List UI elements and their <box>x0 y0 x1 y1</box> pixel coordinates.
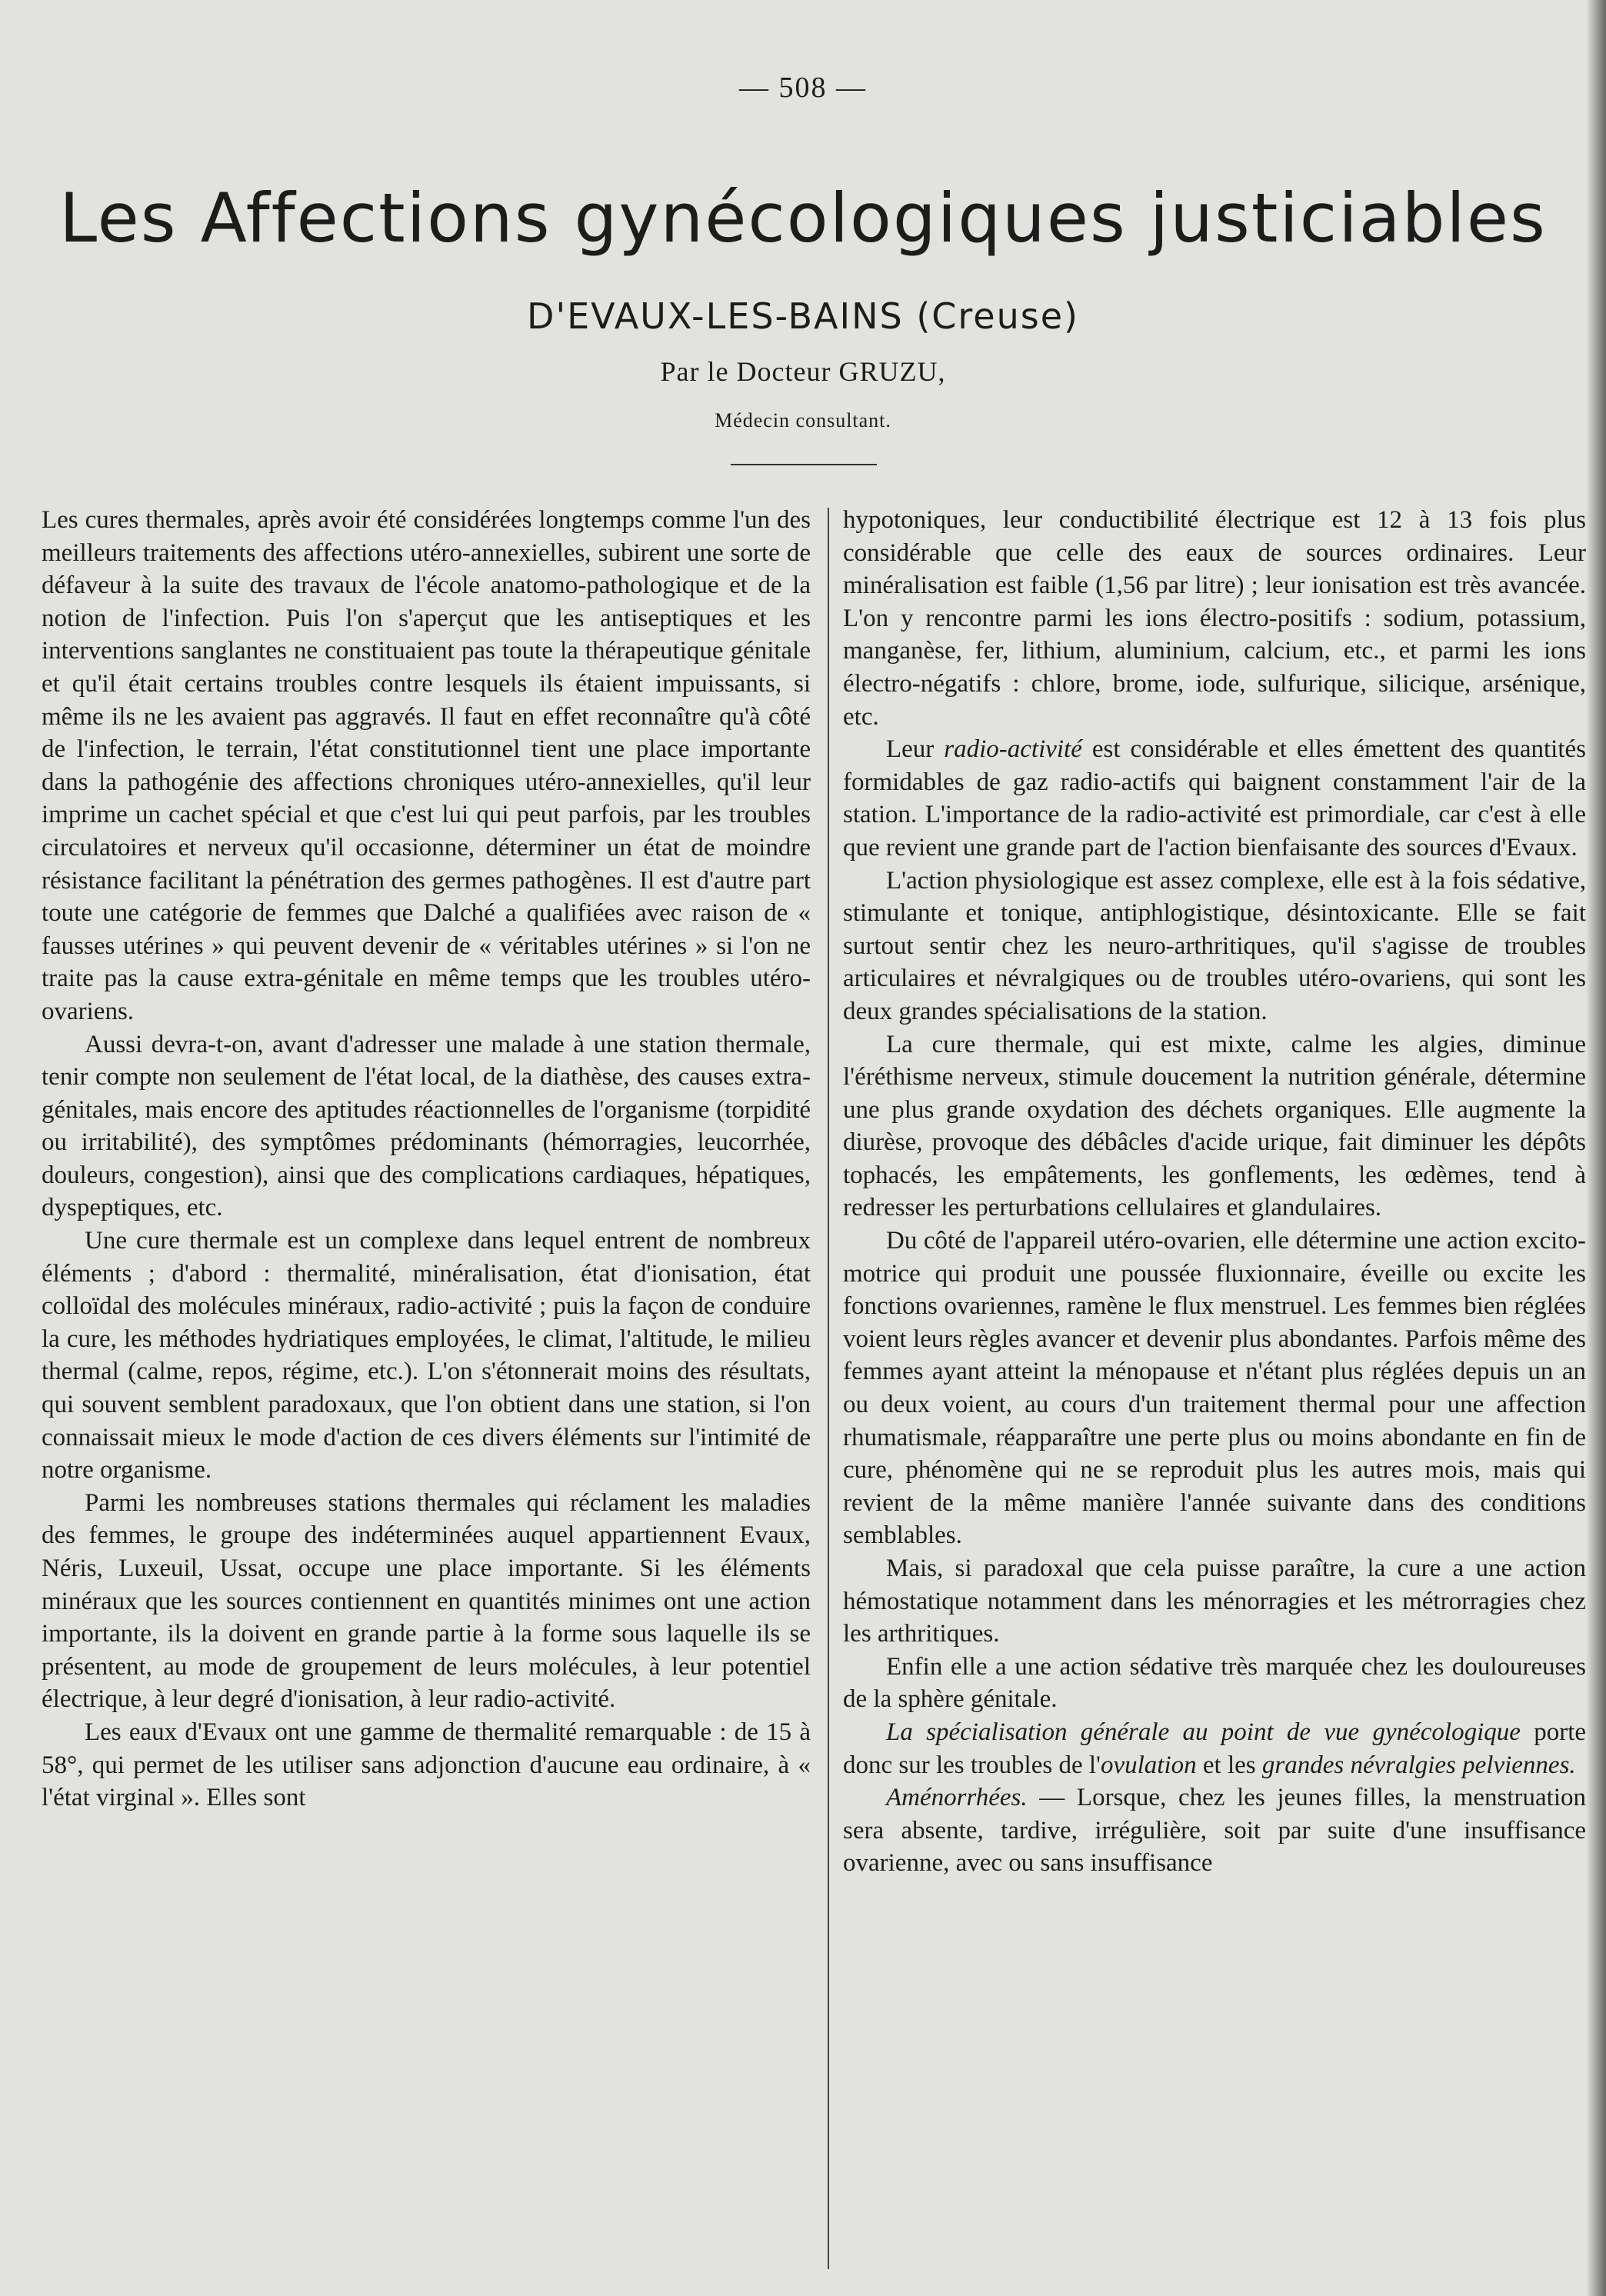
column-divider <box>828 508 829 2269</box>
paragraph <box>843 1716 1586 1781</box>
right-column <box>843 504 1586 1880</box>
text-run: Leur <box>886 735 945 764</box>
article-author: Par le Docteur GRUZU, <box>660 356 946 387</box>
paragraph: Les cures thermales, après avoir été considérées longtemps comme l'un des meilleurs traitements des affections utéro-annexielles, subirent une sorte de défaveur à la suite des travaux de l'école anatomo-pathologique et de la notion de l'infection. Puis l'on s'aperçut que les antiseptiques et les interventions sanglantes ne constituaient pas toute la thérapeutique génitale et qu'il était certains troubles contre lesquels ils étaient impuissants, si même ils ne les avaient pas aggravés. Il faut en effet reconnaître qu'à côté de l'infection, le terrain, l'état constitutionnel tient une place importante dans la pathogénie des affections chroniques utéro-annexielles, qu'il leur imprime un cachet spécial et que c'est lui qui peut parfois, par les troubles circulatoires et nerveux qu'il occasionne, déterminer un état de moindre résistance facilitant la pénétration des germes pathogènes. Il est d'autre part toute une catégorie de femmes que Dalché a qualifiées avec raison de « fausses utérines » qui peuvent devenir de « véritables utérines » si l'on ne traite pas la cause extra-génitale en même temps que les troubles utéro-ovariens. <box>42 506 811 1025</box>
article-title: Les Affections gynécologiques justiciables <box>59 178 1547 258</box>
left-column <box>42 504 811 1814</box>
paragraph: Aussi devra-t-on, avant d'adresser une malade à une station thermale, tenir compte non seulement de l'état local, de la diathèse, des causes extra-génitales, mais encore des aptitudes réactionnelles de l'organisme (torpidité ou irritabilité), des symptômes prédominants (hémorragies, leucorrhée, douleurs, congestion), ainsi que des complications cardiaques, hépatiques, dyspeptiques, etc. <box>42 1030 811 1222</box>
text-run: est considérable et elles émettent des quantités formidables de gaz radio-actifs qui baignent constamment l'air de la station. L'importance de la radio-activité est primordiale, car c'est à elle que revient une grande part de l'action bienfaisante des sources d'Evaux. <box>843 735 1586 861</box>
paragraph <box>843 1781 1586 1880</box>
paragraph <box>843 733 1586 864</box>
paragraph: Enfin elle a une action sédative très marquée chez les douloureuses de la sphère génitale. <box>843 1652 1586 1714</box>
italic-term: grandes névralgies pelviennes. <box>1261 1751 1576 1779</box>
section-heading: Aménorrhées. <box>886 1784 1028 1812</box>
paragraph: Une cure thermale est un complexe dans lequel entrent de nombreux éléments ; d'abord : thermalité, minéralisation, état d'ionisation, état colloïdal des molécules minéraux, radio-activité ; puis la façon de conduire la cure, les méthodes hydriatiques employées, le climat, l'altitude, le milieu thermal (calme, repos, régime, etc.). L'on s'étonnerait moins des résultats, qui souvent semblent paradoxaux, que l'on obtient dans une station, si l'on connaissait mieux le mode d'action de ces divers éléments sur l'intimité de notre organisme. <box>42 1227 811 1485</box>
paragraph: La cure thermale, qui est mixte, calme les algies, diminue l'éréthisme nerveux, stimule doucement la nutrition générale, détermine une plus grande oxydation des déchets organiques. Elle augmente la diurèse, provoque des débâcles d'acide urique, fait diminuer les dépôts tophacés, les empâtements, les gonflements, les œdèmes, tend à redresser les perturbations cellulaires et glandulaires. <box>843 1030 1586 1222</box>
page-number: — 508 — <box>739 72 867 104</box>
text-run: — Lorsque, chez les jeunes filles, la menstruation sera absente, tardive, irrégulière, soit par suite d'une insuffisance ovarienne, avec ou sans insuffisance <box>843 1784 1586 1878</box>
text-run: et les <box>1196 1751 1262 1779</box>
author-role: Médecin consultant. <box>715 409 891 432</box>
text-run: porte donc sur les troubles de l' <box>843 1718 1587 1779</box>
article-subtitle: D'EVAUX-LES-BAINS (Creuse) <box>527 295 1079 337</box>
title-divider <box>731 464 877 465</box>
paragraph: L'action physiologique est assez complexe, elle est à la fois sédative, stimulante et tonique, antiphlogistique, désintoxicante. Elle se fait surtout sentir chez les neuro-arthritiques, qu'il s'agisse de troubles articulaires et névralgiques ou de troubles utéro-ovariens, qui sont les deux grandes spécialisations de la station. <box>843 866 1586 1025</box>
italic-term: radio-activité <box>944 735 1082 764</box>
paragraph: Les eaux d'Evaux ont une gamme de thermalité remarquable : de 15 à 58°, qui permet de les utiliser sans adjonction d'aucune eau ordinaire, à « l'état virginal ». Elles sont <box>42 1718 811 1812</box>
italic-term: La spécialisation générale au point de vue gynécologique <box>886 1718 1521 1746</box>
italic-term: ovulation <box>1100 1751 1197 1779</box>
paragraph: Mais, si paradoxal que cela puisse paraître, la cure a une action hémostatique notamment dans les ménorragies et les métrorragies chez les arthritiques. <box>843 1555 1586 1648</box>
paragraph: Du côté de l'appareil utéro-ovarien, elle détermine une action excito-motrice qui produit une poussée fluxionnaire, éveille ou excite les fonctions ovariennes, ramène le flux menstruel. Les femmes bien réglées voient leurs règles avancer et devenir plus abondantes. Parfois même des femmes ayant atteint la ménopause et n'étant plus réglées depuis un an ou deux voient, au cours d'un traitement thermal pour une affection rhumatismale, réapparaître une perte plus ou moins abondante en fin de cure, phénomène qui ne se reproduit plus les autres mois, mais qui revient de la même manière l'année suivante dans des conditions semblables. <box>843 1227 1586 1550</box>
paragraph: hypotoniques, leur conductibilité électrique est 12 à 13 fois plus considérable que celle des eaux de sources ordinaires. Leur minéralisation est faible (1,56 par litre) ; leur ionisation est très avancée. L'on y rencontre parmi les ions électro-positifs : sodium, potassium, manganèse, fer, lithium, aluminium, calcium, etc., et parmi les ions électro-négatifs : chlore, brome, iode, sulfurique, silicique, arsénique, etc. <box>843 506 1586 731</box>
page-edge-shadow <box>1586 0 1606 2296</box>
paragraph: Parmi les nombreuses stations thermales qui réclament les maladies des femmes, le groupe des indéterminées auquel appartiennent Evaux, Néris, Luxeuil, Ussat, occupe une place importante. Si les éléments minéraux que les sources contiennent en quantités minimes ont une action importante, ils la doivent en grande partie à la forme sous laquelle ils se présentent, au mode de groupement de leurs molécules, à leur potentiel électrique, à leur degré d'ionisation, à leur radio-activité. <box>42 1488 811 1714</box>
